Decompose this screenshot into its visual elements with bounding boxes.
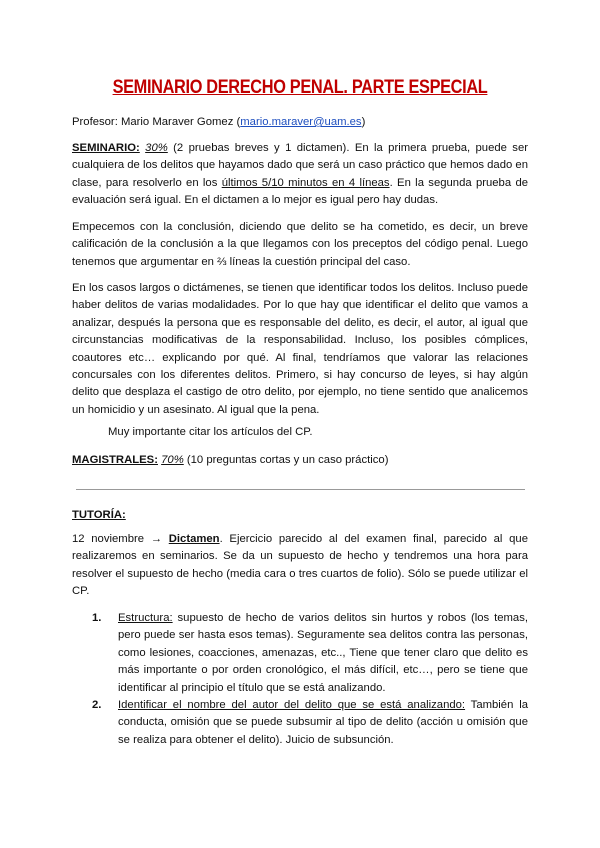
magistrales-percent: 70%	[161, 454, 184, 466]
seminario-paragraph: SEMINARIO: 30% (2 pruebas breves y 1 dictamen). En la primera prueba, puede ser cualquiera de los delitos que hayamos dado que será un caso práctico que hemos dado en clase, para resolverlo en los últimos 5/10 minutos en 4 líneas. En la segunda prueba de evaluación será igual. En el dictamen a lo mejor es igual pero hay dudas.	[72, 142, 529, 207]
dictamen-label: Dictamen	[168, 533, 220, 545]
page-title: SEMINARIO DERECHO PENAL. PARTE ESPECIAL	[112, 77, 488, 98]
magistrales-label: MAGISTRALES:	[72, 454, 158, 466]
list-item: 1. Estructura: supuesto de hecho de varios delitos sin hurtos y robos (los temas, pero puede ser hasta esos temas). Seguramente sea delitos contra las personas, como lesiones, coacciones, amenazas, etc.., Tiene que tener claro que delito es más importante o por orden cronológico, el más difícil, etc…, pero se tiene que identificar al principio el título que se está analizando.	[92, 612, 528, 694]
seminario-percent: 30%	[145, 142, 168, 154]
conclusion-paragraph: Empecemos con la conclusión, diciendo que delito se ha cometido, es decir, un breve calificación de la conclusión a la que llegamos con los preceptos del código penal. Luego tenemos que argumentar en ⅔ líneas la cuestión principal del caso.	[72, 221, 528, 268]
cases-paragraph: En los casos largos o dictámenes, se tienen que identificar todos los delitos. Incluso puede haber delitos de varias modalidades. Por lo que hay que identificar el delito que vamos a analizar, después la persona que es responsable del delito, es decir, el autor, al igual que circunstancias modificativas de la responsabilidad. Incluso, los posibles cómplices, coautores etc… explicando por qué. Al final, tendríamos que valorar las relaciones concursales con los diferentes delitos. Primero, si hay concurso de leyes, si hay algún delito que desplaza el castigo de otro delito, por ejemplo, no tiene sentido que analicemos un homicidio y un asesinato. Al igual que la pena.	[72, 282, 528, 416]
horizontal-divider	[76, 489, 525, 490]
magistrales-line: MAGISTRALES: 70% (10 preguntas cortas y un caso práctico)	[72, 454, 389, 466]
seminario-label: SEMINARIO:	[72, 142, 140, 154]
seminario-emphasis: últimos 5/10 minutos en 4 líneas	[221, 176, 390, 189]
list-item-head: Estructura:	[118, 612, 173, 624]
numbered-list	[72, 610, 528, 749]
list-item-head: Identificar el nombre del autor del delito que se está analizando:	[118, 699, 466, 712]
professor-email-link[interactable]: mario.maraver@uam.es	[240, 116, 362, 128]
professor-line: Profesor: Mario Maraver Gomez (mario.maraver@uam.es)	[72, 116, 366, 128]
november-paragraph: 12 noviembre → Dictamen. Ejercicio parecido al del examen final, parecido al que realizaremos en seminarios. Se da un supuesto de hecho y tendremos una hora para resolver el supuesto de hecho (media cara o tres cuartos de folio). Sólo se puede utilizar el CP.	[72, 533, 528, 598]
tutoria-heading: TUTORÍA:	[72, 509, 126, 521]
articles-note: Muy importante citar los artículos del CP.	[108, 426, 313, 438]
list-item: 2. Identificar el nombre del autor del delito que se está analizando: También la conducta, omisión que se puede subsumir al tipo de delito (acción u omisión que se realiza para obtener el delito). Juicio de subsunción.	[92, 699, 528, 746]
